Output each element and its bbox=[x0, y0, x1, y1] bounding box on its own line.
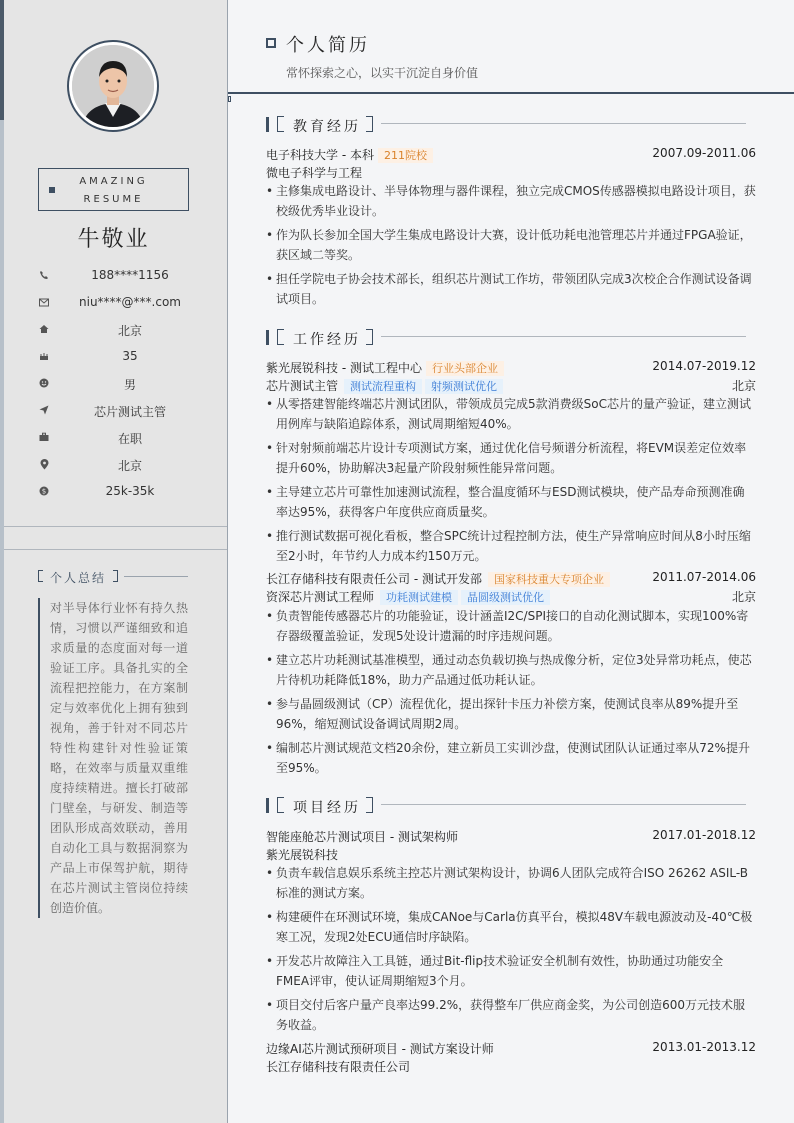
project-header-row bbox=[266, 827, 756, 845]
job-bullet: • 针对射频前端芯片设计专项测试方案，通过优化信号频谱分析流程，将EVM误差定位效率提升60%，协助解决3起量产阶段射频性能异常问题。 bbox=[266, 438, 756, 478]
job-bullet: • 负责智能传感器芯片的功能验证，设计涵盖I2C/SPI接口的自动化测试脚本，实现100%寄存器级覆盖验证，发现5处设计遗漏的时序违规问题。 bbox=[266, 606, 756, 646]
skill-tag: 射频测试优化 bbox=[425, 379, 503, 394]
section-title: 教育经历 bbox=[293, 119, 361, 135]
job-company: 紫光展锐科技 - 测试工程中心 bbox=[266, 361, 422, 375]
summary-title: 个人总结 bbox=[50, 571, 107, 585]
job-company: 长江存储科技有限责任公司 - 测试开发部 bbox=[266, 572, 482, 586]
section-heading-projects bbox=[266, 797, 756, 815]
info-hometown bbox=[30, 320, 210, 340]
education-bullet: • 主修集成电路设计、半导体物理与器件课程，独立完成CMOS传感器模拟电路设计项目，获校级优秀毕业设计。 bbox=[266, 181, 756, 221]
info-city bbox=[30, 455, 210, 475]
education-bullet: • 作为队长参加全国大学生集成电路设计大赛，设计低功耗电池管理芯片并通过FPGA验证，获区域二等奖。 bbox=[266, 225, 756, 265]
job-city: 北京 bbox=[731, 590, 756, 604]
job-header-row bbox=[266, 358, 756, 376]
job-role: 资深芯片测试工程师 bbox=[266, 590, 375, 604]
sidebar-divider bbox=[4, 549, 227, 550]
age-text: 35 bbox=[122, 349, 138, 363]
page-title: 个人简历 bbox=[286, 35, 370, 56]
info-email bbox=[30, 293, 210, 313]
info-gender bbox=[30, 374, 210, 394]
project-header-row bbox=[266, 1039, 756, 1057]
project-bullet: • 构建硬件在环测试环境，集成CANoe与Carla仿真平台，模拟48V车载电源波动及-40℃极寒工况，发现2处ECU通信时序缺陷。 bbox=[266, 907, 756, 947]
briefcase-icon bbox=[38, 431, 50, 443]
job-role-row bbox=[266, 376, 756, 394]
section-bar-icon bbox=[266, 798, 269, 813]
svg-text:$: $ bbox=[41, 487, 47, 496]
bracket-right-icon bbox=[113, 570, 118, 582]
job-city: 北京 bbox=[731, 379, 756, 393]
bracket-left-icon bbox=[277, 329, 284, 345]
skill-tag: 功耗测试建模 bbox=[380, 590, 458, 605]
job-bullet: • 编制芯片测试规范文档20余份，建立新员工实训沙盘，使测试团队认证通过率从72%提升至95%。 bbox=[266, 738, 756, 778]
section-title: 项目经历 bbox=[293, 800, 361, 816]
avatar bbox=[72, 45, 154, 127]
location-pin-icon bbox=[38, 458, 50, 470]
status-text: 在职 bbox=[117, 432, 142, 446]
person-name: 牛敬业 bbox=[77, 227, 150, 252]
cake-icon bbox=[38, 350, 50, 362]
email-text: niu****@***.com bbox=[79, 295, 181, 309]
info-phone bbox=[30, 266, 210, 286]
section-bar-icon bbox=[266, 330, 269, 345]
gender-text: 男 bbox=[123, 378, 136, 392]
badge-line-2: RESUME bbox=[83, 194, 144, 205]
amazing-resume-badge bbox=[38, 168, 189, 211]
bracket-left-icon bbox=[277, 797, 284, 813]
job-bullet: • 推行测试数据可视化看板，整合SPC统计过程控制方法，使生产异常响应时间从8小时压缩至2小时，年节约人力成本约150万元。 bbox=[266, 526, 756, 566]
education-major-row bbox=[266, 163, 756, 181]
bracket-right-icon bbox=[366, 116, 373, 132]
job-date: 2014.07-2019.12 bbox=[652, 359, 756, 373]
phone-text: 188****1156 bbox=[91, 268, 169, 282]
header-rule-tick bbox=[228, 96, 231, 102]
job-bullet: • 参与晶圆级测试（CP）流程优化，提出探针卡压力补偿方案，使测试良率从89%提升至96%，缩短测试设备调试周期2周。 bbox=[266, 694, 756, 734]
face-icon bbox=[38, 377, 50, 389]
skill-tag: 晶圆级测试优化 bbox=[461, 590, 550, 605]
header-rule bbox=[228, 92, 794, 94]
avatar-frame bbox=[67, 40, 159, 132]
title-square-icon bbox=[266, 38, 276, 48]
phone-icon bbox=[38, 269, 50, 281]
company-tag: 国家科技重大专项企业 bbox=[488, 572, 610, 587]
job-role: 芯片测试主管 bbox=[266, 379, 339, 393]
education-header-row bbox=[266, 145, 756, 163]
project-bullet: • 负责车载信息娱乐系统主控芯片测试架构设计，协调6人团队完成符合ISO 26262 ASIL-B标准的测试方案。 bbox=[266, 863, 756, 903]
bracket-left-icon bbox=[277, 116, 284, 132]
home-icon bbox=[38, 323, 50, 335]
section-rule bbox=[381, 336, 746, 337]
project-org: 长江存储科技有限责任公司 bbox=[266, 1060, 411, 1074]
badge-square-icon bbox=[49, 187, 55, 193]
project-bullet: • 开发芯片故障注入工具链，通过Bit-flip技术验证安全机制有效性，协助通过功能安全FMEA评审，使认证周期缩短3个月。 bbox=[266, 951, 756, 991]
bracket-right-icon bbox=[366, 329, 373, 345]
school-name: 电子科技大学 - 本科 bbox=[266, 148, 374, 162]
job-bullet: • 从零搭建智能终端芯片测试团队，带领成员完成5款消费级SoC芯片的量产验证，建立测试用例库与缺陷追踪体系，测试周期缩短40%。 bbox=[266, 394, 756, 434]
company-tag: 行业头部企业 bbox=[426, 361, 504, 376]
sidebar-divider bbox=[4, 526, 227, 527]
section-title: 工作经历 bbox=[293, 332, 361, 348]
job-role-row bbox=[266, 587, 756, 605]
section-rule bbox=[381, 123, 746, 124]
mail-icon bbox=[38, 296, 50, 308]
job-header-row bbox=[266, 569, 756, 587]
section-bar-icon bbox=[266, 117, 269, 132]
project-org: 紫光展锐科技 bbox=[266, 848, 339, 862]
education-date: 2007.09-2011.06 bbox=[652, 146, 756, 160]
project-name: 智能座舱芯片测试项目 - 测试架构师 bbox=[266, 830, 458, 844]
job-date: 2011.07-2014.06 bbox=[652, 570, 756, 584]
section-heading-education bbox=[266, 116, 756, 134]
send-icon bbox=[38, 404, 50, 416]
sidebar-edge bbox=[0, 0, 4, 1123]
project-bullet: • 项目交付后客户量产良率达99.2%，获得整车厂供应商金奖，为公司创造600万元技术服务收益。 bbox=[266, 995, 756, 1035]
project-date: 2017.01-2018.12 bbox=[652, 828, 756, 842]
job-bullet: • 主导建立芯片可靠性加速测试流程，整合温度循环与ESD测试模块，使产品寿命预测准确率达95%，获得客户年度供应商质量奖。 bbox=[266, 482, 756, 522]
page-subtitle: 常怀探索之心，以实干沉淀自身价值 bbox=[286, 66, 479, 80]
job-bullet: • 建立芯片功耗测试基准模型，通过动态负载切换与热成像分析，定位3处异常功耗点，使芯片待机功耗降低18%，助力产品通过低功耗认证。 bbox=[266, 650, 756, 690]
skill-tag: 测试流程重构 bbox=[344, 379, 422, 394]
project-org-row bbox=[266, 1057, 756, 1075]
section-heading-work bbox=[266, 329, 756, 347]
project-name: 边缘AI芯片测试预研项目 - 测试方案设计师 bbox=[266, 1042, 494, 1056]
summary-heading-rule bbox=[124, 576, 188, 577]
project-org-row bbox=[266, 845, 756, 863]
section-rule bbox=[381, 804, 746, 805]
info-age bbox=[30, 347, 210, 367]
sidebar bbox=[0, 0, 228, 1123]
bracket-left-icon bbox=[38, 570, 43, 582]
school-tag: 211院校 bbox=[378, 148, 433, 163]
bracket-right-icon bbox=[366, 797, 373, 813]
education-bullet: • 担任学院电子协会技术部长，组织芯片测试工作坊，带领团队完成3次校企合作测试设备调试项目。 bbox=[266, 269, 756, 309]
badge-line-1: AMAZING bbox=[79, 176, 148, 187]
target-role-text: 芯片测试主管 bbox=[93, 405, 166, 419]
summary-text: 对半导体行业怀有持久热情，习惯以严谨细致和追求质量的态度面对每一道验证工序。具备扎实的全流程把控能力，在方案制定与效率优化上拥有独到视角，善于针对不同芯片特性构建针对性验证策略，在效率与质量双重维度持续精进。擅长打破部门壁垒，与研发、制造等团队形成高效联动，善用自动化工具与数据洞察为产品上市保驾护航，期待在芯片测试主管岗位持续创造价值。 bbox=[38, 598, 188, 918]
info-status bbox=[30, 428, 210, 448]
hometown-text: 北京 bbox=[117, 324, 142, 338]
major: 微电子科学与工程 bbox=[266, 166, 363, 180]
salary-text: 25k-35k bbox=[105, 484, 155, 498]
info-salary bbox=[30, 482, 210, 502]
sidebar-edge-accent bbox=[0, 0, 4, 120]
project-date: 2013.01-2013.12 bbox=[652, 1040, 756, 1054]
info-target-role bbox=[30, 401, 210, 421]
salary-icon bbox=[38, 485, 50, 497]
city-text: 北京 bbox=[117, 459, 142, 473]
